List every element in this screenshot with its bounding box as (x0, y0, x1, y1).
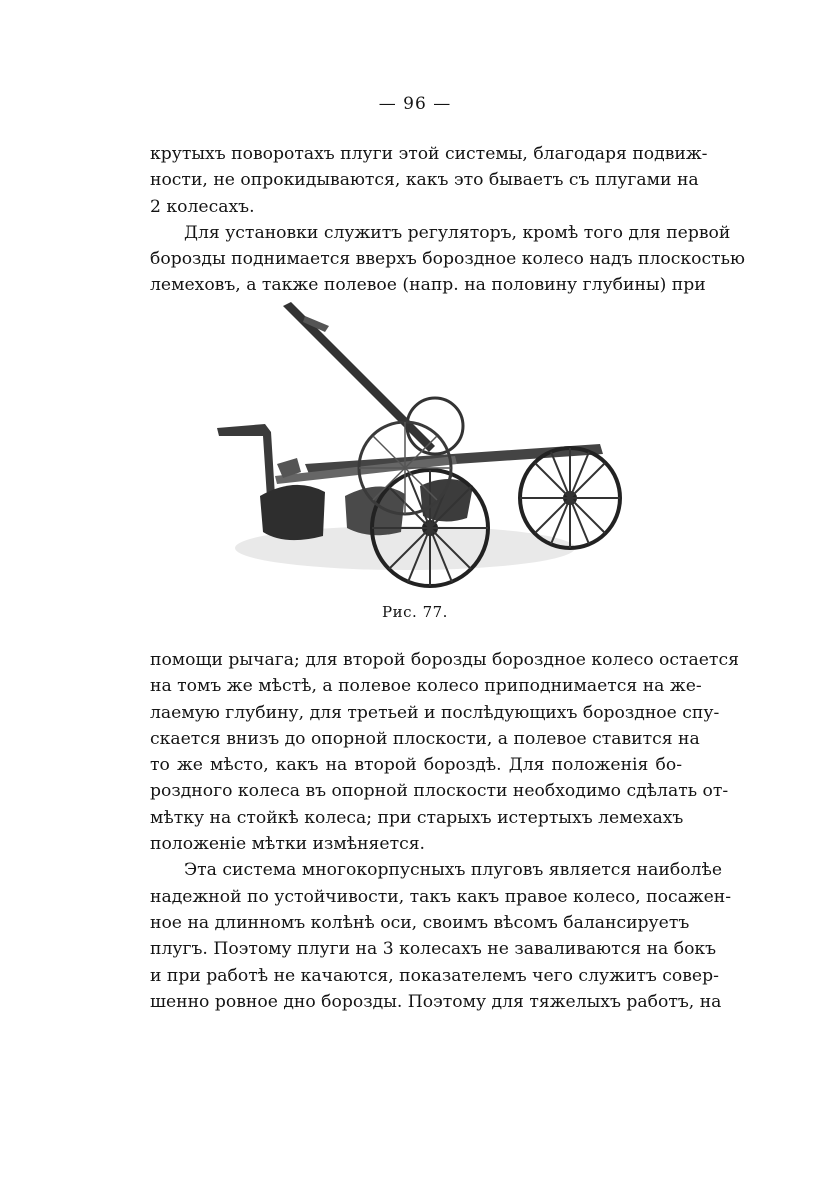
text-line: борозды поднимается вверхъ бороздное колесо надъ плоскостью (150, 249, 745, 270)
text-line: шенно ровное дно борозды. Поэтому для тяжелыхъ работъ, на (150, 991, 722, 1012)
text-line: Для установки служитъ регуляторъ, кромѣ того для первой (184, 222, 731, 243)
text-line: мѣтку на стойкѣ колеса; при старыхъ истертыхъ лемехахъ (150, 807, 684, 828)
text-line: крутыхъ поворотахъ плуги этой системы, благодаря подвиж- (150, 144, 708, 164)
text-line: плугъ. Поэтому плуги на 3 колесахъ не заваливаются на бокъ (150, 939, 717, 960)
text-line: положеніе мѣтки измѣняется. (150, 834, 426, 855)
text-line: скается внизъ до опорной плоскости, а полевое ставится на (150, 728, 700, 749)
text-line: 2 колесахъ. (150, 196, 255, 217)
mouldboard-1 (260, 485, 325, 540)
front-handle (217, 424, 275, 498)
text-line: ное на длинномъ колѣнѣ оси, своимъ вѣсомъ балансируетъ (150, 912, 690, 933)
upper-wheel (407, 398, 463, 454)
text-line: на томъ же мѣстѣ, а полевое колесо приподнимается на же- (150, 676, 702, 697)
furrow-wheel (359, 422, 451, 514)
paragraph-top (150, 141, 745, 299)
text-line: лемеховъ, а также полевое (напр. на половину глубины) при (150, 275, 706, 296)
text-line: и при работѣ не качаются, показателемъ чего служитъ совер- (150, 965, 719, 986)
text-line: помощи рычага; для второй борозды бороздное колесо остается (150, 650, 739, 670)
text-line: Эта система многокорпусныхъ плуговъ является наиболѣе (184, 860, 722, 881)
plough-illustration-icon (205, 296, 630, 588)
text-line: надежной по устойчивости, такъ какъ правое колесо, посажен- (150, 886, 732, 907)
figure-caption: Рис. 77. (382, 603, 448, 621)
text-line: роздного колеса въ опорной плоскости необходимо сдѣлать от- (150, 781, 729, 802)
text-line: ности, не опрокидываются, какъ это бываетъ съ плугами на (150, 170, 699, 191)
rear-wheel (520, 448, 620, 548)
page-number: — 96 — (378, 94, 452, 114)
text-line: лаемую глубину, для третьей и послѣдующихъ бороздное спу- (150, 702, 720, 723)
lever-arm (283, 302, 435, 452)
land-wheel (372, 470, 488, 586)
plough-illustration (205, 296, 630, 588)
paragraph-bottom (150, 647, 739, 1015)
text-line: то же мѣсто, какъ на второй бороздѣ. Для положенія бо- (150, 755, 682, 776)
